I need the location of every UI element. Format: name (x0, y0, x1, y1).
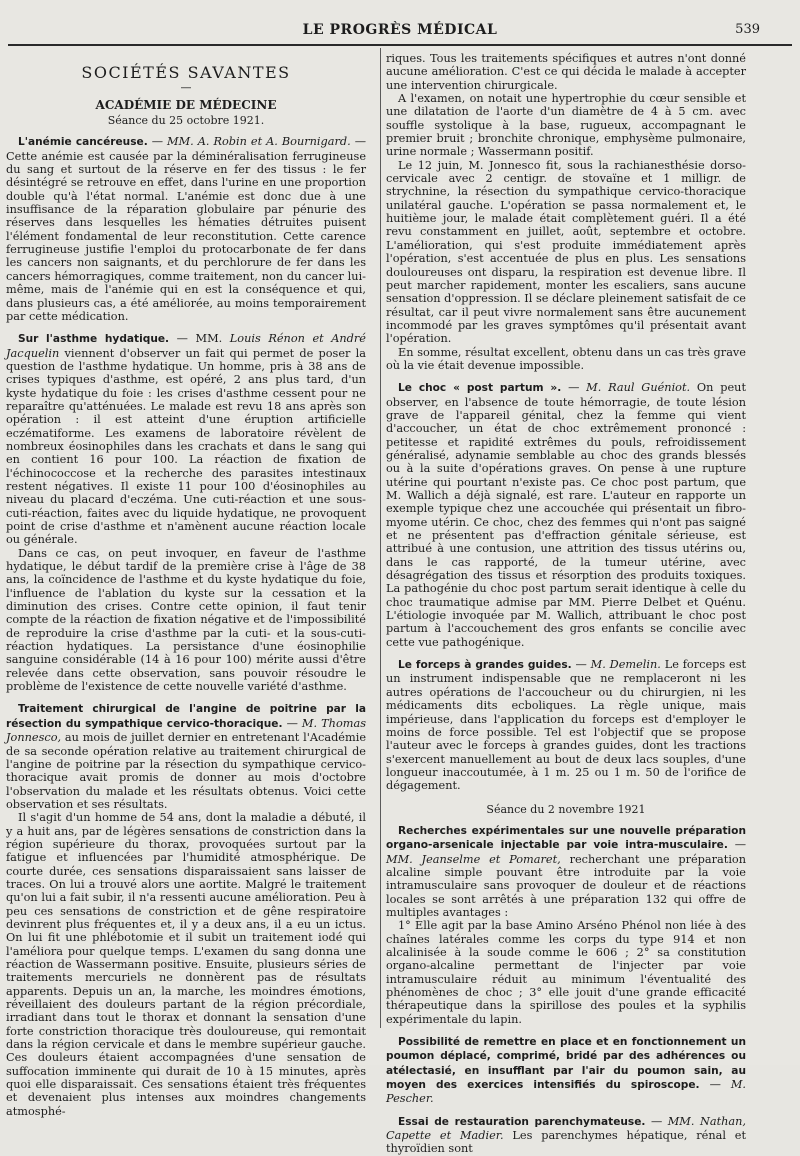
article-body: Les parenchymes hépatique, rénal et thyroïdien sont (386, 1129, 747, 1156)
article-heading: Essai de restauration parenchymateuse. (398, 1115, 646, 1128)
running-header (0, 22, 800, 42)
article-heading: Traitement chirurgical de l'angine de poitrine par la résection du sympathique cervico-thoracique. (6, 703, 366, 730)
article-authors: — MM. Nathan, Capette et Madier. (386, 1114, 746, 1143)
article-arsenicale (386, 824, 746, 919)
session-date: Séance du 2 novembre 1921 (486, 802, 646, 816)
column-divider (380, 48, 381, 1028)
article-body: viennent d'observer un fait qui permet de poser la question de l'asthme hydatique. Un homme, pris à 38 ans de crises typiques d'asthme, est opéré, 2 ans plus tard, d'un kyste hydatique du foie : les crises d'asthme cessent pour ne reparaître qu'atténuées. Le malade est revu 18 ans après son opération : il est atteint d'une éruption artificielle eczématiforme. Les examens de laboratoire révèlent de nombreux éosinophiles dans les crachats et dans le sang qui en contient 16 pour 100. La réaction de fixation de l'échinococcose et la recherche des parasites intestinaux restent négatives. Il existe 11 pour 100 d'éosinophiles au niveau du placard d'eczéma. Une cuti-réaction et une sous-cuti-réaction, faites avec du liquide hydatique, ne provoquent point de crise d'asthme et n'amènent aucune réaction locale ou générale. (6, 346, 366, 547)
section-dash: — (180, 81, 192, 95)
academy-heading: ACADÉMIE DE MÉDECINE (95, 97, 277, 112)
article-angine (6, 702, 366, 811)
article-paragraph: A l'examen, on notait une hypertrophie du cœur sensible et une dilatation de l'aorte d'un diamètre de 4 à 5 cm. avec souffle systolique à la base, rugueux, accompagnant le premier bruit ; bronchite chronique, emphysème pulmonaire, urine normale ; Wassermann positif. (386, 92, 746, 159)
page-number: 539 (735, 22, 760, 37)
article-paragraph: 1° Elle agit par la base Amino Arséno Phénol non liée à des chaînes latérales comme les corps du type 914 et non alcalinisée à la soude comme le 606 ; 2° sa constitution organo-alcaline permettant de l'injecter par voie intramusculaire réduit au minimum l'éventualité des phénomènes de choc ; 3° elle jouit d'une grande efficacité thérapeutique dans la spirillose des poules et la syphilis expérimentale du lapin. (386, 919, 746, 1026)
journal-title: LE PROGRÈS MÉDICAL (302, 22, 498, 38)
article-choc (386, 381, 746, 649)
article-heading: Recherches expérimentales sur une nouvelle préparation organo-arsenicale injectable par voie intra-musculaire. (386, 824, 746, 852)
header-rule (8, 44, 792, 46)
article-poumon (386, 1035, 746, 1106)
article-asthme (6, 332, 366, 547)
article-authors: — M. Raul Guéniot. (568, 381, 691, 395)
article-authors-prefix: — MM. (176, 332, 230, 346)
article-paragraph: riques. Tous les traitements spécifiques et autres n'ont donné aucune amélioration. C'est ce qui décida le malade à accepter une intervention chirurgicale. (386, 52, 746, 92)
article-paragraph: Il s'agit d'un homme de 54 ans, dont la maladie a débuté, il y a huit ans, par de légères sensations de constriction dans la région supérieure du thorax, provoquées surtout par la fatigue et influencées par l'humidité atmosphérique. De courte durée, ces sensations disparaissaient sans laisser de traces. On lui a trouvé alors une aortite. Malgré le traitement qu'on lui a fait subir, il n'a ressenti aucune amélioration. Peu à peu ces sensations de constriction et de gêne respiratoire devinrent plus fréquentes et, il y a deux ans, il a eu un ictus. On lui fit une phlébotomie et il subit un traitement iodé qui l'améliora pour quelque temps. L'examen du sang donna une réaction de Wassermann positive. Ensuite, plusieurs séries de traitements mercuriels ne donnèrent pas de résultats apparents. Depuis un an, la marche, les moindres émotions, réveillaient des douleurs partant de la région précordiale, irradiant dans tout le thorax et donnant la sensation d'une forte constriction thoracique très douloureuse, qui remontait dans la région cervicale et dans le membre supérieur gauche. Ces douleurs étaient accompagnées d'une sensation de suffocation imminente qui durait de 10 à 15 minutes, après quoi elle disparaissait. Ces sensations étaient très fréquentes et devenaient plus intenses aux moindres changements atmosphé- (6, 811, 366, 1118)
article-heading: L'anémie cancéreuse. (18, 136, 148, 149)
left-column (6, 52, 366, 1118)
article-forceps (386, 658, 746, 792)
article-body: au mois de juillet dernier en entretenant l'Académie de sa seconde opération relative au traitement chirurgical de l'angine de poitrine par la résection du sympathique cervico-thoracique avait promis de donner au mois d'octobre l'observation du malade et les résultats obtenus. Voici cette observation et ses résultats. (6, 731, 366, 811)
article-heading: Le choc « post partum ». (398, 382, 562, 395)
article-heading: Le forceps à grandes guides. (398, 659, 572, 672)
article-restauration (386, 1115, 746, 1156)
right-column (386, 52, 746, 1156)
article-paragraph: En somme, résultat excellent, obtenu dans un cas très grave où la vie était devenue impossible. (386, 345, 746, 372)
article-body: recherchant une préparation alcaline simple pouvant être introduite par la voie intramusculaire sans provoquer de douleur et de réactions locales se sont arrêtés à une préparation 132 qui offre de multiples avantages : (386, 852, 747, 919)
article-paragraph: Le 12 juin, M. Jonnesco fit, sous la rachianesthésie dorso-cervicale avec 2 centigr. de stovaïne et 1 milligr. de strychnine, la résection du sympathique cervico-thoracique unilatéral gauche. L'opération se passa normalement et, le huitième jour, le malade était complètement guéri. Il a été revu constamment en juillet, août, septembre et octobre. L'amélioration, qui s'est produite immédiatement après l'opération, s'est accentuée de plus en plus. Les sensations douloureuses ont disparu, la respiration est devenue libre. Il peut marcher rapidement, monter les escaliers, sans aucune sensation d'oppression. Il se déclare pleinement satisfait de ce résultat, car il peut vivre normalement sans être aucunement incommodé par les graves symptômes qu'il présentait avant l'opération. (386, 158, 746, 346)
article-body: Cette anémie est causée par la déminéralisation ferrugineuse du sang et surtout de la réserve en fer des tissus : le fer désintégré se retrouve en effet, dans l'urine en une proportion double qu'à l'état normal. L'anémie est donc due à une insuffisance de la réparation globulaire par pénurie des réserves dans lesquelles les hématies détruites puisent l'élément fondamental de leur reconstitution. Cette carence ferrugineuse justifie l'emploi du protocarbonate de fer dans les cancers non saignants, et du perchlorure de fer dans les cancers hémorragiques, comme traitement, non du cancer lui-même, mais de l'anémie qui en est la conséquence et qui, dans plusieurs cas, a été améliorée, au moins temporairement par cette médication. (6, 149, 366, 323)
session-date: Séance du 25 octobre 1921. (107, 114, 265, 128)
article-heading: Possibilité de remettre en place et en fonctionnement un poumon déplacé, comprimé, bridé par des adhérences ou atélectasié, en insufflant par l'air du poumon sain, au moyen des exercices intensifiés du spiroscope. (386, 1036, 746, 1092)
article-anemie (6, 135, 366, 323)
article-authors: — M. Pescher. (386, 1078, 746, 1106)
article-authors: — MM. Jeanselme et Pomaret, (386, 838, 746, 866)
article-paragraph: Dans ce cas, on peut invoquer, en faveur de l'asthme hydatique, le début tardif de la première crise à l'âge de 38 ans, la coïncidence de l'asthme et du kyste hydatique du foie, l'influence de l'ablation du kyste sur la cessation et la diminution des crises. Contre cette opinion, il faut tenir compte de la réaction de fixation négative et de l'impossibilité de reproduire la crise d'asthme par la cuti- et la sous-cuti-réaction hydatiques. La persistance d'une éosinophilie sanguine considérable (14 à 16 pour 100) mérite aussi d'être relevée dans cette observation, sans pouvoir résoudre le problème de l'existence de cette nouvelle variété d'asthme. (6, 546, 366, 694)
article-authors: — MM. A. Robin et A. Bournigard. — (151, 135, 366, 149)
article-body: On peut observer, en l'absence de toute hémorragie, de toute lésion grave de l'appareil génital, chez la femme qui vient d'accoucher, un état de choc extrêmement prononcé : petitesse et rapidité extrêmes du pouls, refroidissement généralisé, adynamie semblable au choc des grands blessés ou à la suite d'opérations graves. On pense à une rupture utérine qui pourtant n'existe pas. Ce choc post partum, que M. Wallich a déjà signalé, est rare. L'auteur en rapporte un exemple typique chez une accouchée qui présentait un fibro-myome utérin. Ce choc, chez des femmes qui n'ont pas saigné et ne présentent pas d'effraction génitale sérieuse, est attribué à une contusion, une attrition des tissus utérins ou, dans le cas rapporté, de la tumeur utérine, avec désagrégation des tissus et résorption des produits toxiques. La pathogénie du choc post partum serait identique à celle du choc traumatique admise par MM. Pierre Delbet et Quénu. L'étiologie invoquée par M. Wallich, attribuant le choc post partum à l'accouchement des gros enfants se concilie avec cette vue pathogénique. (386, 381, 746, 649)
article-authors: — M. Demelin. (575, 658, 661, 672)
article-authors: — M. Thomas Jonnesco, (6, 716, 366, 745)
article-heading: Sur l'asthme hydatique. (18, 333, 170, 346)
section-title: SOCIÉTÉS SAVANTES (81, 63, 291, 82)
article-body: Le forceps est un instrument indispensable que ne remplaceront ni les autres opérations de l'accoucheur ou du chirurgien, ni les médicaments dits ecboliques. La règle unique, mais impérieuse, dans l'application du forceps est d'employer le moins de force possible. Tel est l'objectif que se propose l'auteur avec le forceps à grandes guides, dont les tractions s'exercent manuellement au bout de deux lacs souples, d'une longueur inaccoutumée, à 1 m. 25 ou 1 m. 50 de l'orifice de dégagement. (386, 658, 747, 793)
article-authors: Louis Rénon et André Jacquelin (6, 332, 366, 360)
